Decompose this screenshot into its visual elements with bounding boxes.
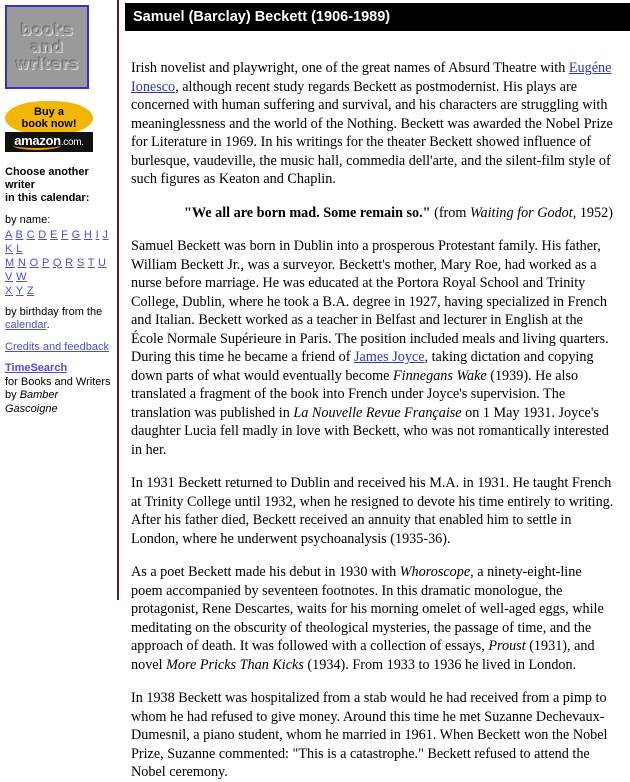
sidebar-heading-line-2: in this calendar: <box>5 192 90 204</box>
vertical-divider <box>117 0 119 600</box>
by-name-label: by name: <box>5 214 51 226</box>
alphabet-link-c[interactable]: C <box>26 228 36 241</box>
alphabet-link-k[interactable]: K <box>5 242 13 255</box>
alphabet-link-a[interactable]: A <box>5 228 13 241</box>
alphabet-link-x[interactable]: X <box>5 284 13 297</box>
alphabet-link-f[interactable]: F <box>61 228 69 241</box>
p2-part-2: , taking dictation and copying down parts of what would eventually become <box>131 349 594 384</box>
p2-part-3: (1939). He also translated a fragment of the book into French under Joyce's supervision. The translation was published in <box>131 367 579 421</box>
alphabet-link-g[interactable]: G <box>71 228 81 241</box>
amazon-swoosh-icon <box>13 141 61 150</box>
alphabet-row-3 <box>5 284 112 298</box>
amazon-oval <box>5 101 93 135</box>
alphabet-link-h[interactable]: H <box>83 228 93 241</box>
calendar-link[interactable]: calendar <box>5 319 47 331</box>
quote-source-prefix: (from <box>430 204 470 221</box>
p4-italic-more-pricks: More Pricks Than Kicks <box>166 656 304 673</box>
alphabet-index <box>5 228 112 298</box>
timesearch-link[interactable]: TimeSearch <box>5 362 68 374</box>
alphabet-link-y[interactable]: Y <box>15 284 24 297</box>
article-body <box>125 59 630 782</box>
alphabet-link-l[interactable]: L <box>16 242 23 255</box>
paragraph-3: In 1931 Beckett returned to Dublin and received his M.A. in 1931. He taught French at Trinity College until 1932, when he resigned to devote his time entirely to writing. After his father died, Beckett received an annuity that enabled him to settle in London, where he underwent psychoanalysis (1935-36). <box>131 475 614 547</box>
alphabet-link-m[interactable]: M <box>5 256 15 269</box>
books-and-writers-logo[interactable] <box>5 5 89 89</box>
alphabet-link-s[interactable]: S <box>76 256 85 269</box>
amazon-logo-bar <box>5 132 93 152</box>
alphabet-link-q[interactable]: Q <box>52 256 62 269</box>
paragraph-2 <box>131 237 616 459</box>
by-birthday-label: by birthday from the <box>5 305 103 318</box>
spacer-1 <box>5 298 112 306</box>
quote-source-title: Waiting for Godot <box>469 204 573 221</box>
timesearch-line <box>5 362 112 376</box>
alphabet-link-v[interactable]: V <box>5 270 13 283</box>
logo-line-1: books <box>20 20 74 39</box>
alphabet-link-n[interactable]: N <box>17 256 27 269</box>
alphabet-link-z[interactable]: Z <box>26 284 35 297</box>
alphabet-link-p[interactable]: P <box>41 256 50 269</box>
p2-italic-finnegans-wake: Finnegans Wake <box>393 367 487 384</box>
quote-source-suffix: , 1952) <box>572 204 613 221</box>
logo-line-2: and <box>30 37 64 56</box>
alphabet-link-o[interactable]: O <box>29 256 39 269</box>
p2-part-1: Samuel Beckett was born in Dublin into a prosperous Protestant family. His father, William Beckett Jr., was a surveyor. Beckett's mother, Mary Roe, had worked as a nurse before marriage. He was educated at the Portora Royal School and Trinity College, Dublin, where he took a B.A. degree in 1927, having specialized in French and Italian. Beckett worked as a teacher in Belfast and lecturer in English at the École Normale Supérieure in Paris. The position included meals and living quarters. During this time he became a friend of <box>131 238 609 365</box>
p2-part-4: on 1 May 1931. Joyce's daughter Lucia fell madly in love with Beckett, who was not romantically interested in her. <box>131 404 609 458</box>
amazon-buy-book-button[interactable] <box>5 101 93 152</box>
timesearch-subtitle-1: for Books and Writers <box>5 375 111 388</box>
p4-part-4: (1934). From 1933 to 1936 he lived in London. <box>303 656 577 673</box>
alphabet-link-b[interactable]: B <box>15 228 24 241</box>
alphabet-link-t[interactable]: T <box>87 256 95 269</box>
p4-part-3: (1931), and novel <box>131 638 595 673</box>
amazon-brand: amazon <box>14 133 61 149</box>
credits-and-feedback-link[interactable]: Credits and feedback <box>5 340 109 353</box>
alphabet-row-1 <box>5 228 112 256</box>
alphabet-link-r[interactable]: R <box>65 256 74 269</box>
eugene-ionesco-link[interactable]: Eugéne Ionesco <box>131 60 612 95</box>
p1-part-2: , although recent study regards Beckett as postmodernist. His plays are concerned with human suffering and survival, and his characters are struggling with meaninglessness and the world of the Nothing. Beckett was awarded the Nobel Prize for Literature in 1969. In his writings for the theater Beckett showed influence of burlesque, vaudeville, the music hall, commedia dell'arte, and the silent-film style of such figures as Keaton and Chaplin. <box>131 78 613 187</box>
quote-text: "We all are born mad. Some remain so." <box>184 204 431 221</box>
alphabet-link-e[interactable]: E <box>50 228 58 241</box>
main-content <box>125 0 630 780</box>
amazon-buy-line-2: book now! <box>21 118 77 130</box>
timesearch-author: Bamber Gascoigne <box>5 389 59 415</box>
timesearch-by-prefix: by <box>5 389 20 401</box>
alphabet-row-2 <box>5 256 112 284</box>
sidebar-heading-line-1: Choose another writer <box>5 166 89 191</box>
sidebar <box>0 0 112 600</box>
paragraph-5: In 1938 Beckett was hospitalized from a stab would he had received from a pimp to whom he had refused to give money. Around this time he met Suzanne Dechevaux-Dumesnil, a piano student, whom he married in 1961. When Beckett won the Nobel Prize, Suzanne commented: "This is a catastrophe." Beckett refused to attend the Nobel ceremony. <box>131 690 608 780</box>
p2-italic-nouvelle-revue: La Nouvelle Revue Française <box>293 404 462 421</box>
paragraph-4 <box>131 563 616 674</box>
calendar-period: . <box>46 319 50 331</box>
calendar-line <box>5 319 112 333</box>
alphabet-link-w[interactable]: W <box>16 270 28 283</box>
alphabet-link-j[interactable]: J <box>102 228 109 241</box>
spacer-3 <box>5 354 112 362</box>
p1-part-1: Irish novelist and playwright, one of the great names of Absurd Theatre with <box>131 60 569 76</box>
p4-part-2: , a ninety-eight-line poem accompanied by seventeen footnotes. In this dramatic monologue, the protagonist, Rene Descartes, waits for his morning omelet of well-aged eggs, while meditating on the obscurity of theological mysteries, the passage of time, and the approach of death. It was followed with a collection of essays, <box>131 564 604 654</box>
pull-quote <box>131 204 616 223</box>
timesearch-subtitle-2 <box>5 389 112 416</box>
amazon-tld: .com. <box>60 137 84 149</box>
alphabet-link-d[interactable]: D <box>38 228 47 241</box>
james-joyce-link[interactable]: James Joyce <box>353 349 425 365</box>
logo-line-3: writers <box>15 54 79 73</box>
sidebar-heading <box>5 166 112 205</box>
p4-part-1: As a poet Beckett made his debut in 1930 with <box>131 564 400 580</box>
amazon-buy-line-1: Buy a <box>34 106 64 118</box>
page-title: Samuel (Barclay) Beckett (1906-1989) <box>125 3 630 31</box>
spacer-2 <box>5 333 112 341</box>
paragraph-1 <box>131 59 616 189</box>
alphabet-link-u[interactable]: U <box>98 256 107 269</box>
alphabet-link-i[interactable]: I <box>95 228 100 241</box>
p4-italic-proust: Proust <box>488 638 526 654</box>
p4-italic-whoroscope: Whoroscope <box>399 564 471 580</box>
credits-line <box>5 341 112 355</box>
